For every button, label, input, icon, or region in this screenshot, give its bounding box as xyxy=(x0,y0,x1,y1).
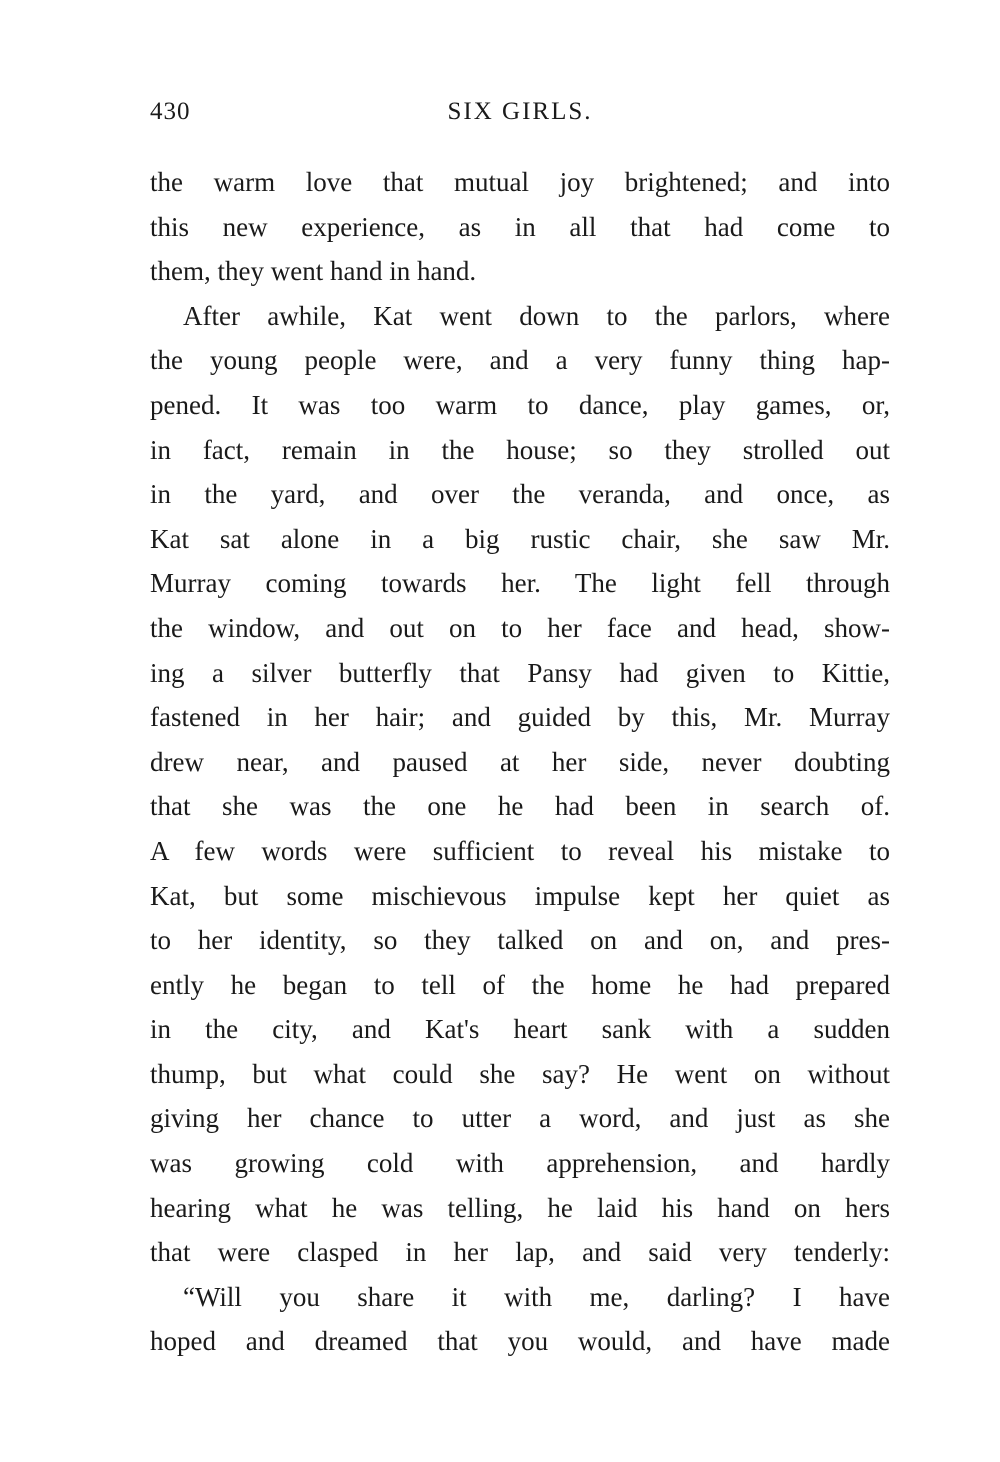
text-line: in fact, remain in the house; so they strolled out xyxy=(150,434,890,465)
text-line: ently he began to tell of the home he had prepared xyxy=(150,969,890,1000)
text-line: that she was the one he had been in search of. xyxy=(150,791,890,822)
text-line: thump, but what could she say? He went on without xyxy=(150,1058,890,1089)
text-line: giving her chance to utter a word, and just as she xyxy=(150,1103,890,1134)
text-line: hoped and dreamed that you would, and have made xyxy=(150,1326,890,1357)
text-line: hearing what he was telling, he laid his hand on hers xyxy=(150,1192,890,1223)
text-line: them, they went hand in hand. xyxy=(150,256,477,287)
body-text xyxy=(150,160,890,1364)
text-line: ing a silver butterfly that Pansy had given to Kittie, xyxy=(150,657,890,688)
page-header xyxy=(150,98,890,138)
running-head: SIX GIRLS. xyxy=(447,98,593,125)
text-line: this new experience, as in all that had come to xyxy=(150,211,890,242)
text-line: in the city, and Kat's heart sank with a sudden xyxy=(150,1014,890,1045)
text-line: in the yard, and over the veranda, and once, as xyxy=(150,479,890,510)
text-line: Murray coming towards her. The light fell through xyxy=(150,568,890,599)
text-line: was growing cold with apprehension, and hardly xyxy=(150,1148,890,1179)
text-line: fastened in her hair; and guided by this, Mr. Murray xyxy=(150,702,890,733)
text-line: the young people were, and a very funny thing hap- xyxy=(150,345,890,376)
paragraph-first-line: “Will you share it with me, darling? I have xyxy=(183,1281,890,1312)
text-line: Kat, but some mischievous impulse kept her quiet as xyxy=(150,880,890,911)
text-line: A few words were sufficient to reveal his mistake to xyxy=(150,835,890,866)
text-line: drew near, and paused at her side, never doubting xyxy=(150,746,890,777)
paragraph-first-line: After awhile, Kat went down to the parlors, where xyxy=(183,300,890,331)
text-line: that were clasped in her lap, and said very tenderly: xyxy=(150,1237,890,1268)
text-line: pened. It was too warm to dance, play games, or, xyxy=(150,389,890,420)
text-line: Kat sat alone in a big rustic chair, she saw Mr. xyxy=(150,523,890,554)
text-line: the warm love that mutual joy brightened; and into xyxy=(150,167,890,197)
page-number: 430 xyxy=(150,98,191,125)
text-line: the window, and out on to her face and head, show- xyxy=(150,612,890,643)
text-line: to her identity, so they talked on and on, and pres- xyxy=(150,925,890,956)
